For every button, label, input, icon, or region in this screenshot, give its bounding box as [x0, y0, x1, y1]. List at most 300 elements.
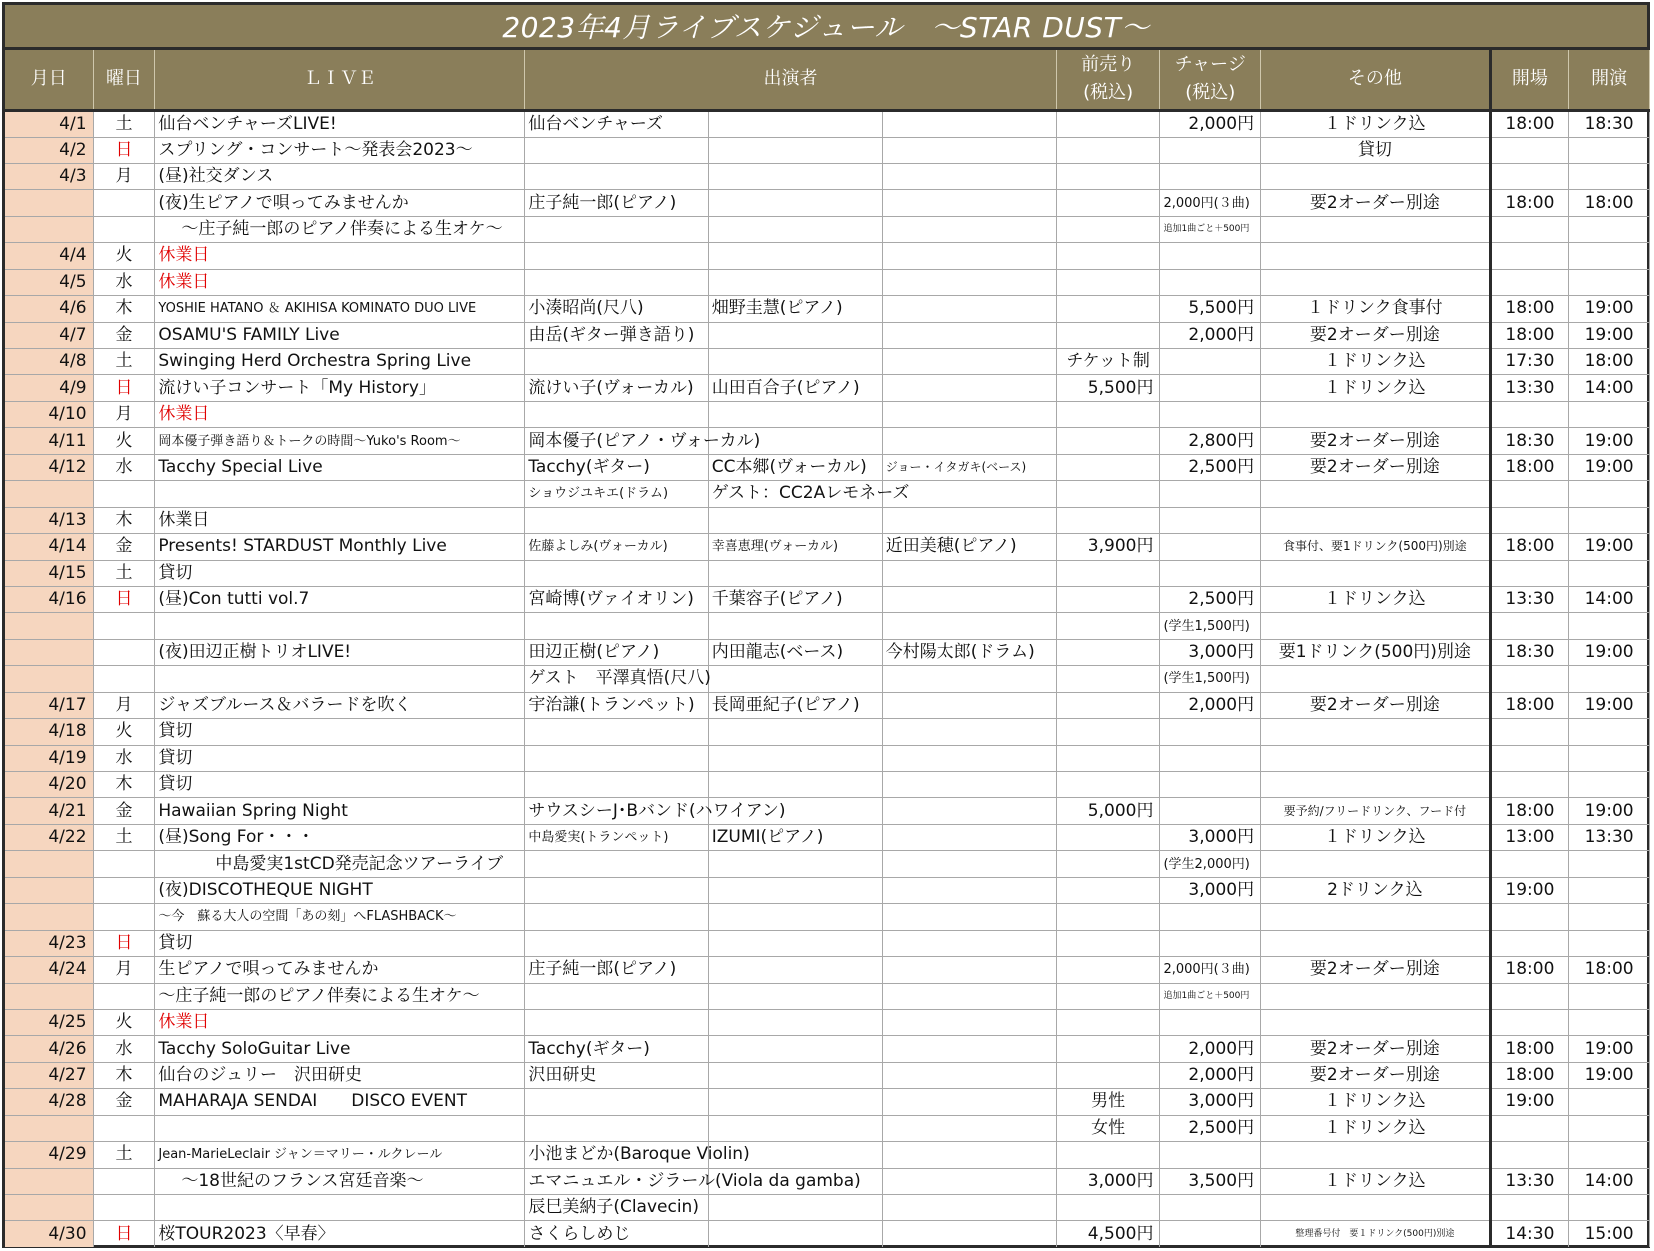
charge-cell — [1160, 534, 1261, 560]
performer-cell — [525, 507, 708, 533]
table-row — [5, 904, 1650, 930]
performer-cell: 宇治謙(トランペット) — [525, 692, 708, 718]
performer-cell: 幸喜恵理(ヴォーカル) — [708, 534, 882, 560]
other-cell: 要2オーダー別途 — [1261, 1036, 1491, 1062]
event-cell: OSAMU'S FAMILY Live — [155, 322, 525, 348]
start-time-cell — [1569, 507, 1650, 533]
start-time-cell: 14:00 — [1569, 375, 1650, 401]
performer-cell: 沢田研史 — [525, 1062, 708, 1088]
advance-price-cell — [1056, 216, 1160, 242]
performer-cell — [708, 613, 882, 639]
advance-price-cell — [1056, 1142, 1160, 1168]
date-cell: 4/8 — [5, 349, 93, 375]
performer-cell: 岡本優子(ピアノ・ヴォーカル) — [525, 428, 708, 454]
event-cell: Tacchy Special Live — [155, 454, 525, 480]
open-time-cell — [1490, 137, 1569, 163]
performer-cell — [882, 560, 1056, 586]
table-row — [5, 1062, 1650, 1088]
table-row — [5, 1221, 1650, 1247]
title-bar — [5, 5, 1647, 50]
charge-cell: 2,500円 — [1160, 1115, 1261, 1141]
open-time-cell: 18:00 — [1490, 110, 1569, 137]
performer-cell — [525, 163, 708, 189]
advance-price-cell — [1056, 904, 1160, 930]
charge-cell — [1160, 930, 1261, 956]
charge-cell: 2,000円(３曲) — [1160, 957, 1261, 983]
open-time-cell — [1490, 904, 1569, 930]
performer-cell — [525, 877, 708, 903]
performer-cell — [525, 216, 708, 242]
start-time-cell: 19:00 — [1569, 692, 1650, 718]
open-time-cell: 13:00 — [1490, 824, 1569, 850]
table-row — [5, 666, 1650, 692]
advance-price-cell — [1056, 692, 1160, 718]
performer-cell — [708, 1036, 882, 1062]
other-cell: １ドリンク込 — [1261, 1115, 1491, 1141]
event-cell — [155, 1115, 525, 1141]
other-cell — [1261, 216, 1491, 242]
schedule-sheet — [2, 2, 1650, 1248]
performer-cell — [708, 243, 882, 269]
event-cell: Swinging Herd Orchestra Spring Live — [155, 349, 525, 375]
open-time-cell: 13:30 — [1490, 375, 1569, 401]
other-cell — [1261, 1009, 1491, 1035]
open-time-cell — [1490, 1009, 1569, 1035]
open-time-cell: 18:00 — [1490, 454, 1569, 480]
day-cell: 日 — [93, 137, 155, 163]
open-time-cell: 18:00 — [1490, 1062, 1569, 1088]
date-cell: 4/26 — [5, 1036, 93, 1062]
day-cell — [93, 216, 155, 242]
performer-cell — [882, 719, 1056, 745]
advance-price-cell — [1056, 1195, 1160, 1221]
open-time-cell — [1490, 163, 1569, 189]
performer-cell — [525, 904, 708, 930]
performer-cell — [882, 772, 1056, 798]
start-time-cell — [1569, 613, 1650, 639]
advance-price-cell — [1056, 957, 1160, 983]
performer-cell: 宮崎博(ヴァイオリン) — [525, 586, 708, 612]
table-row — [5, 639, 1650, 665]
charge-cell — [1160, 772, 1261, 798]
advance-price-cell — [1056, 137, 1160, 163]
advance-price-cell — [1056, 639, 1160, 665]
start-time-cell: 19:00 — [1569, 534, 1650, 560]
advance-price-cell — [1056, 110, 1160, 137]
other-cell — [1261, 507, 1491, 533]
charge-cell: 2,800円 — [1160, 428, 1261, 454]
performer-cell — [882, 137, 1056, 163]
open-time-cell — [1490, 613, 1569, 639]
open-time-cell: 18:00 — [1490, 534, 1569, 560]
day-cell: 月 — [93, 692, 155, 718]
date-cell: 4/2 — [5, 137, 93, 163]
charge-cell: 3,000円 — [1160, 877, 1261, 903]
day-cell: 金 — [93, 534, 155, 560]
performer-cell — [882, 507, 1056, 533]
other-cell: １ドリンク込 — [1261, 586, 1491, 612]
start-time-cell — [1569, 269, 1650, 295]
header-charge-line2: (税込) — [1185, 82, 1236, 104]
performer-cell: 流けい子(ヴォーカル) — [525, 375, 708, 401]
event-cell: YOSHIE HATANO ＆ AKIHISA KOMINATO DUO LIVE — [155, 296, 525, 322]
table-row — [5, 613, 1650, 639]
advance-price-cell — [1056, 454, 1160, 480]
advance-price-cell — [1056, 1009, 1160, 1035]
performer-cell — [882, 243, 1056, 269]
table-row — [5, 190, 1650, 216]
advance-price-cell — [1056, 560, 1160, 586]
table-row — [5, 110, 1650, 137]
start-time-cell: 19:00 — [1569, 798, 1650, 824]
performer-cell: 庄子純一郎(ピアノ) — [525, 190, 708, 216]
charge-cell — [1160, 904, 1261, 930]
performer-cell — [882, 269, 1056, 295]
performer-cell — [708, 110, 882, 137]
day-cell: 日 — [93, 930, 155, 956]
event-cell: 貸切 — [155, 745, 525, 771]
performer-cell: CC本郷(ヴォーカル) — [708, 454, 882, 480]
date-cell: 4/16 — [5, 586, 93, 612]
advance-price-cell: 3,900円 — [1056, 534, 1160, 560]
day-cell: 土 — [93, 110, 155, 137]
header-day: 曜日 — [93, 50, 155, 110]
day-cell — [93, 877, 155, 903]
open-time-cell: 18:00 — [1490, 322, 1569, 348]
open-time-cell — [1490, 666, 1569, 692]
charge-cell: 3,000円 — [1160, 1089, 1261, 1115]
day-cell — [93, 613, 155, 639]
header-other: その他 — [1261, 50, 1491, 110]
day-cell: 金 — [93, 1089, 155, 1115]
charge-cell — [1160, 481, 1261, 507]
performer-cell: ゲスト：CC2Aレモネーズ — [708, 481, 882, 507]
other-cell — [1261, 904, 1491, 930]
open-time-cell — [1490, 719, 1569, 745]
performer-cell: 庄子純一郎(ピアノ) — [525, 957, 708, 983]
advance-price-cell — [1056, 613, 1160, 639]
date-cell: 4/23 — [5, 930, 93, 956]
day-cell: 水 — [93, 1036, 155, 1062]
date-cell: 4/12 — [5, 454, 93, 480]
table-row — [5, 930, 1650, 956]
table-row — [5, 719, 1650, 745]
other-cell — [1261, 1195, 1491, 1221]
other-cell: 食事付、要1ドリンク(500円)別途 — [1261, 534, 1491, 560]
day-cell: 火 — [93, 719, 155, 745]
table-row — [5, 269, 1650, 295]
performer-cell — [708, 745, 882, 771]
header-row — [5, 50, 1650, 110]
advance-price-cell — [1056, 983, 1160, 1009]
performer-cell — [882, 1168, 1056, 1194]
performer-cell — [882, 1062, 1056, 1088]
other-cell: 整理番号付 要１ドリンク(500円)別途 — [1261, 1221, 1491, 1247]
performer-cell — [525, 243, 708, 269]
other-cell: 要2オーダー別途 — [1261, 454, 1491, 480]
advance-price-cell: 男性 — [1056, 1089, 1160, 1115]
performer-cell — [882, 692, 1056, 718]
date-cell: 4/18 — [5, 719, 93, 745]
open-time-cell — [1490, 560, 1569, 586]
other-cell: 要2オーダー別途 — [1261, 1062, 1491, 1088]
day-cell: 土 — [93, 1142, 155, 1168]
date-cell: 4/17 — [5, 692, 93, 718]
performer-cell — [882, 983, 1056, 1009]
start-time-cell — [1569, 904, 1650, 930]
advance-price-cell: 5,000円 — [1056, 798, 1160, 824]
date-cell — [5, 1115, 93, 1141]
date-cell — [5, 481, 93, 507]
day-cell — [93, 666, 155, 692]
performer-cell — [708, 269, 882, 295]
event-cell: Tacchy SoloGuitar Live — [155, 1036, 525, 1062]
day-cell — [93, 1168, 155, 1194]
other-cell — [1261, 851, 1491, 877]
performer-cell — [525, 1115, 708, 1141]
table-row — [5, 824, 1650, 850]
charge-cell — [1160, 798, 1261, 824]
table-row — [5, 851, 1650, 877]
performer-cell — [882, 296, 1056, 322]
other-cell — [1261, 745, 1491, 771]
charge-cell: (学生1,500円) — [1160, 613, 1261, 639]
charge-cell: 3,000円 — [1160, 824, 1261, 850]
table-row — [5, 1142, 1650, 1168]
charge-cell: 追加1曲ごと＋500円 — [1160, 983, 1261, 1009]
advance-price-cell — [1056, 1062, 1160, 1088]
other-cell: 貸切 — [1261, 137, 1491, 163]
event-cell — [155, 481, 525, 507]
table-row — [5, 1195, 1650, 1221]
date-cell — [5, 983, 93, 1009]
performer-cell: ジョー・イタガキ(ベース) — [882, 454, 1056, 480]
start-time-cell: 19:00 — [1569, 1062, 1650, 1088]
charge-cell: 2,000円 — [1160, 1062, 1261, 1088]
other-cell — [1261, 163, 1491, 189]
charge-cell — [1160, 163, 1261, 189]
performer-cell — [882, 110, 1056, 137]
day-cell: 金 — [93, 798, 155, 824]
day-cell: 土 — [93, 560, 155, 586]
date-cell: 4/5 — [5, 269, 93, 295]
charge-cell: 2,500円 — [1160, 586, 1261, 612]
event-cell: 中島愛実1stCD発売記念ツアーライブ — [155, 851, 525, 877]
charge-cell: 3,500円 — [1160, 1168, 1261, 1194]
start-time-cell — [1569, 216, 1650, 242]
date-cell: 4/20 — [5, 772, 93, 798]
header-date: 月日 — [5, 50, 93, 110]
day-cell: 木 — [93, 772, 155, 798]
date-cell: 4/1 — [5, 110, 93, 137]
advance-price-cell — [1056, 401, 1160, 427]
day-cell — [93, 983, 155, 1009]
event-cell: (夜)田辺正樹トリオLIVE! — [155, 639, 525, 665]
day-cell: 土 — [93, 349, 155, 375]
event-cell: 貸切 — [155, 772, 525, 798]
start-time-cell: 13:30 — [1569, 824, 1650, 850]
date-cell: 4/7 — [5, 322, 93, 348]
event-cell — [155, 666, 525, 692]
event-cell: (昼)Song For・・・ — [155, 824, 525, 850]
other-cell: 要2オーダー別途 — [1261, 190, 1491, 216]
performer-cell — [882, 1115, 1056, 1141]
day-cell — [93, 481, 155, 507]
charge-cell — [1160, 349, 1261, 375]
start-time-cell — [1569, 719, 1650, 745]
advance-price-cell — [1056, 481, 1160, 507]
table-row — [5, 375, 1650, 401]
other-cell — [1261, 401, 1491, 427]
advance-price-cell — [1056, 507, 1160, 533]
other-cell — [1261, 983, 1491, 1009]
charge-cell — [1160, 1195, 1261, 1221]
performer-cell — [882, 798, 1056, 824]
start-time-cell — [1569, 481, 1650, 507]
event-cell: (昼)Con tutti vol.7 — [155, 586, 525, 612]
performer-cell: 田辺正樹(ピアノ) — [525, 639, 708, 665]
event-cell: 休業日 — [155, 243, 525, 269]
open-time-cell — [1490, 1115, 1569, 1141]
charge-cell — [1160, 507, 1261, 533]
day-cell: 水 — [93, 745, 155, 771]
advance-price-cell — [1056, 296, 1160, 322]
start-time-cell — [1569, 1089, 1650, 1115]
other-cell: 要予約/フリードリンク、フード付 — [1261, 798, 1491, 824]
date-cell — [5, 190, 93, 216]
open-time-cell — [1490, 481, 1569, 507]
header-performers: 出演者 — [525, 50, 1056, 110]
open-time-cell: 18:00 — [1490, 798, 1569, 824]
charge-cell: 2,000円 — [1160, 322, 1261, 348]
table-row — [5, 428, 1650, 454]
event-cell — [155, 613, 525, 639]
day-cell — [93, 904, 155, 930]
performer-cell — [882, 1009, 1056, 1035]
date-cell: 4/25 — [5, 1009, 93, 1035]
performer-cell — [882, 824, 1056, 850]
table-row — [5, 243, 1650, 269]
performer-cell — [525, 1089, 708, 1115]
date-cell: 4/3 — [5, 163, 93, 189]
table-row — [5, 798, 1650, 824]
table-row — [5, 322, 1650, 348]
date-cell: 4/14 — [5, 534, 93, 560]
other-cell: １ドリンク込 — [1261, 824, 1491, 850]
open-time-cell: 18:00 — [1490, 957, 1569, 983]
performer-cell: 中島愛実(トランペット) — [525, 824, 708, 850]
open-time-cell: 17:30 — [1490, 349, 1569, 375]
performer-cell — [708, 983, 882, 1009]
table-row — [5, 586, 1650, 612]
other-cell: １ドリンク込 — [1261, 110, 1491, 137]
performer-cell — [525, 983, 708, 1009]
table-row — [5, 481, 1650, 507]
performer-cell: 畑野圭慧(ピアノ) — [708, 296, 882, 322]
advance-price-cell — [1056, 1036, 1160, 1062]
performer-cell — [708, 904, 882, 930]
day-cell: 木 — [93, 507, 155, 533]
date-cell — [5, 851, 93, 877]
other-cell — [1261, 560, 1491, 586]
table-row — [5, 216, 1650, 242]
performer-cell — [708, 1009, 882, 1035]
day-cell: 日 — [93, 1221, 155, 1247]
other-cell: １ドリンク食事付 — [1261, 296, 1491, 322]
charge-cell — [1160, 1142, 1261, 1168]
open-time-cell — [1490, 269, 1569, 295]
advance-price-cell — [1056, 745, 1160, 771]
header-live: ＬＩＶＥ — [155, 50, 525, 110]
event-cell: 仙台のジュリー 沢田研史 — [155, 1062, 525, 1088]
open-time-cell — [1490, 745, 1569, 771]
charge-cell — [1160, 1009, 1261, 1035]
performer-cell — [708, 719, 882, 745]
performer-cell — [708, 190, 882, 216]
performer-cell — [882, 401, 1056, 427]
performer-cell — [708, 216, 882, 242]
performer-cell: ゲスト 平澤真悟(尺八) — [525, 666, 708, 692]
performer-cell — [708, 137, 882, 163]
open-time-cell: 13:30 — [1490, 1168, 1569, 1194]
date-cell — [5, 1168, 93, 1194]
table-row — [5, 1115, 1650, 1141]
performer-cell — [882, 613, 1056, 639]
start-time-cell: 18:00 — [1569, 957, 1650, 983]
performer-cell: 内田龍志(ベース) — [708, 639, 882, 665]
performer-cell — [525, 772, 708, 798]
header-charge — [1160, 50, 1261, 110]
other-cell: 要2オーダー別途 — [1261, 428, 1491, 454]
day-cell — [93, 851, 155, 877]
performer-cell — [882, 1036, 1056, 1062]
advance-price-cell — [1056, 190, 1160, 216]
date-cell: 4/10 — [5, 401, 93, 427]
performer-cell — [708, 560, 882, 586]
event-cell: 貸切 — [155, 930, 525, 956]
performer-cell — [708, 507, 882, 533]
start-time-cell — [1569, 1009, 1650, 1035]
day-cell: 木 — [93, 1062, 155, 1088]
open-time-cell — [1490, 216, 1569, 242]
other-cell — [1261, 481, 1491, 507]
open-time-cell — [1490, 507, 1569, 533]
charge-cell: 2,000円 — [1160, 692, 1261, 718]
charge-cell: (学生2,000円) — [1160, 851, 1261, 877]
advance-price-cell — [1056, 772, 1160, 798]
header-start: 開演 — [1569, 50, 1650, 110]
other-cell: １ドリンク込 — [1261, 1168, 1491, 1194]
advance-price-cell — [1056, 586, 1160, 612]
advance-price-cell: 5,500円 — [1056, 375, 1160, 401]
event-cell — [155, 1195, 525, 1221]
event-cell: ～庄子純一郎のピアノ伴奏による生オケ～ — [155, 216, 525, 242]
event-cell: Hawaiian Spring Night — [155, 798, 525, 824]
start-time-cell: 19:00 — [1569, 428, 1650, 454]
performer-cell — [708, 401, 882, 427]
event-cell: Jean-MarieLeclair ジャン＝マリー・ルクレール — [155, 1142, 525, 1168]
open-time-cell — [1490, 1142, 1569, 1168]
day-cell: 火 — [93, 1009, 155, 1035]
date-cell: 4/27 — [5, 1062, 93, 1088]
advance-price-cell: 女性 — [1056, 1115, 1160, 1141]
event-cell: 貸切 — [155, 719, 525, 745]
open-time-cell: 18:30 — [1490, 639, 1569, 665]
charge-cell — [1160, 243, 1261, 269]
table-row — [5, 1009, 1650, 1035]
header-advance-line1: 前売り — [1081, 54, 1136, 76]
performer-cell — [708, 930, 882, 956]
